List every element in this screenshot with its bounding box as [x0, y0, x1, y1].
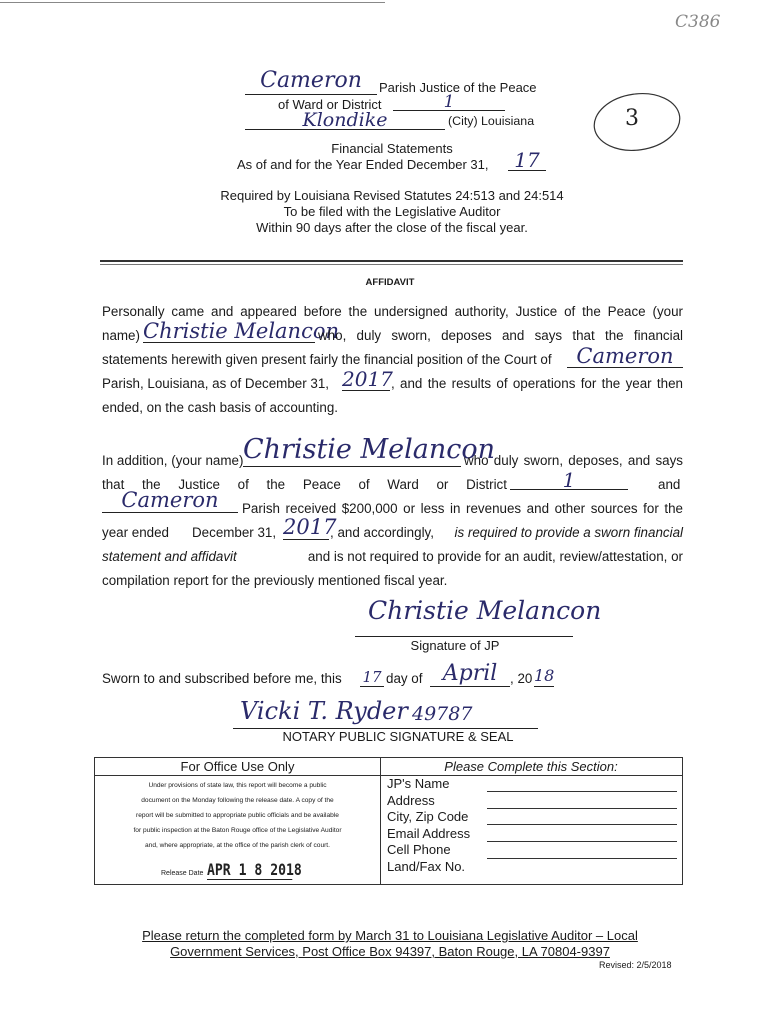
affidavit-p1-line1: Personally came and appeared before the undersigned authority, Justice of the Peace (your: [102, 304, 683, 319]
notary-number: 49787: [412, 703, 473, 725]
field-line-jp-name[interactable]: [487, 791, 677, 792]
affidavit-p2-line5: [102, 545, 683, 569]
affidavit-p2-district-value: 1: [510, 471, 628, 490]
affidavit-p1-line2-rest: who, duly sworn, deposes and says that the financial: [318, 328, 683, 343]
section-divider: [100, 260, 683, 262]
affidavit-p1-name-label: name): [102, 328, 140, 343]
sworn-text-a: Sworn to and subscribed before me, this: [102, 671, 342, 686]
notice-line: document on the Monday following the release date. A copy of the: [141, 797, 334, 804]
field-cell-phone: Cell Phone: [387, 842, 451, 858]
parish-value: Cameron: [245, 66, 377, 95]
sworn-text-b: day of: [386, 671, 423, 686]
statutes-line: Required by Louisiana Revised Statutes 24:513 and 24:514: [220, 188, 564, 203]
sworn-text-c: , 20: [510, 671, 533, 686]
affidavit-p1-name-value: Christie Melancon: [143, 319, 340, 343]
affidavit-p2-year-value: 2017: [283, 515, 337, 539]
affidavit-p2-line1-a: In addition, (your name): [102, 453, 244, 468]
field-line-city-zip[interactable]: [487, 824, 677, 825]
document-code: C386: [675, 12, 721, 32]
revised-date: Revised: 2/5/2018: [599, 960, 672, 970]
affidavit-p1-line4-b: , and the results of operations for the year then: [391, 376, 683, 391]
word: the: [142, 477, 161, 492]
affidavit-p2-line1-b: who duly sworn, deposes, and says: [464, 453, 683, 468]
notary-label: NOTARY PUBLIC SIGNATURE & SEAL: [282, 729, 514, 744]
affidavit-p2-line2-end: and: [658, 477, 681, 492]
circled-number: 3: [625, 106, 639, 131]
city-label: (City) Louisiana: [448, 114, 535, 128]
within-line: Within 90 days after the close of the fiscal year.: [256, 220, 528, 235]
field-email: Email Address: [387, 825, 471, 841]
affidavit-p1-court-value: Cameron: [567, 343, 683, 368]
jp-signature: Christie Melancon: [368, 596, 602, 625]
word: or: [436, 477, 449, 492]
complete-section-title: Please Complete this Section:: [444, 759, 618, 774]
notice-line: Under provisions of state law, this report will become a public: [148, 782, 327, 789]
line5-italic: statement and affidavit: [102, 549, 237, 564]
sworn-year-value: 18: [534, 666, 555, 685]
line4-plain: , and accordingly,: [330, 525, 434, 540]
affidavit-title: AFFIDAVIT: [365, 277, 415, 288]
field-line-address[interactable]: [487, 808, 677, 809]
ward-label: of Ward or District: [278, 97, 382, 112]
notice-line: report will be submitted to appropriate public officials and be available: [136, 812, 339, 819]
jp-signature-line: [355, 636, 573, 637]
field-address: Address: [387, 792, 435, 808]
footer-line-1: Please return the completed form by March 31 to Louisiana Legislative Auditor – Local: [142, 928, 638, 943]
field-jp-name: JP's Name: [387, 776, 450, 791]
word: District: [466, 477, 507, 492]
office-section: [94, 757, 683, 885]
ward-value: 1: [393, 94, 505, 111]
affidavit-p1-line4-a: Parish, Louisiana, as of December 31,: [102, 376, 330, 391]
affidavit-p1-line5: ended, on the cash basis of accounting.: [102, 400, 338, 415]
sworn-month-value: April: [430, 660, 510, 687]
jp-signature-label: Signature of JP: [410, 638, 500, 653]
scan-top-rule: [0, 2, 385, 3]
sworn-day-value: 17: [360, 668, 384, 687]
line5-plain: and is not required to provide for an audit, review/attestation, or: [307, 549, 683, 564]
line4-italic: is required to provide a sworn financial: [454, 525, 683, 540]
field-land-fax: Land/Fax No.: [387, 858, 466, 874]
word: the: [266, 477, 286, 492]
affidavit-p2-parish-value: Cameron: [102, 486, 238, 513]
filed-with-line: To be filed with the Legislative Auditor: [283, 204, 501, 219]
affidavit-p1-year-value: 2017: [342, 367, 393, 391]
affidavit-p2-line6: compilation report for the previously mentioned fiscal year.: [102, 573, 448, 588]
word: of: [358, 477, 370, 492]
footer-line-2: Government Services, Post Office Box 94397, Baton Rouge, LA 70804-9397: [170, 944, 610, 959]
section-divider-thin: [100, 264, 683, 265]
affidavit-p1-line3: statements herewith given present fairly the financial position of the Court of: [102, 352, 552, 367]
release-date-stamp: APR 1 8 2018: [207, 860, 302, 879]
word: that: [102, 477, 125, 492]
year-ended-label: As of and for the Year Ended December 31,: [237, 157, 489, 172]
office-use-column: [95, 758, 381, 884]
affidavit-p2-line3-b: Parish received $200,000 or less in revenues and other sources for the: [242, 501, 683, 516]
parish-label: Parish Justice of the Peace: [379, 80, 537, 95]
release-date-label: Release Date: [161, 870, 204, 877]
affidavit-p2-name-value: Christie Melancon: [243, 434, 496, 465]
notice-line: for public inspection at the Baton Rouge office of the Legislative Auditor: [133, 827, 342, 834]
word: Ward: [387, 477, 419, 492]
office-notice: [99, 778, 376, 853]
affidavit-p2-line4-b: December 31,: [192, 525, 277, 540]
word: Justice: [178, 477, 220, 492]
financial-statements-title: Financial Statements: [331, 141, 453, 156]
notary-signature: Vicki T. Ryder: [240, 697, 408, 725]
field-line-email[interactable]: [487, 841, 677, 842]
field-line-cell-phone[interactable]: [487, 858, 677, 859]
city-value: Klondike: [245, 110, 445, 130]
notice-line: and, where appropriate, at the office of the parish clerk of court.: [145, 842, 330, 849]
field-city-zip: City, Zip Code: [387, 809, 469, 825]
word: of: [237, 477, 249, 492]
office-use-title: For Office Use Only: [180, 759, 295, 774]
affidavit-p2-line4-c: [330, 521, 683, 545]
word: Peace: [302, 477, 341, 492]
year-ended-value: 17: [508, 148, 546, 171]
affidavit-p2-line4-a: year ended: [102, 525, 170, 540]
